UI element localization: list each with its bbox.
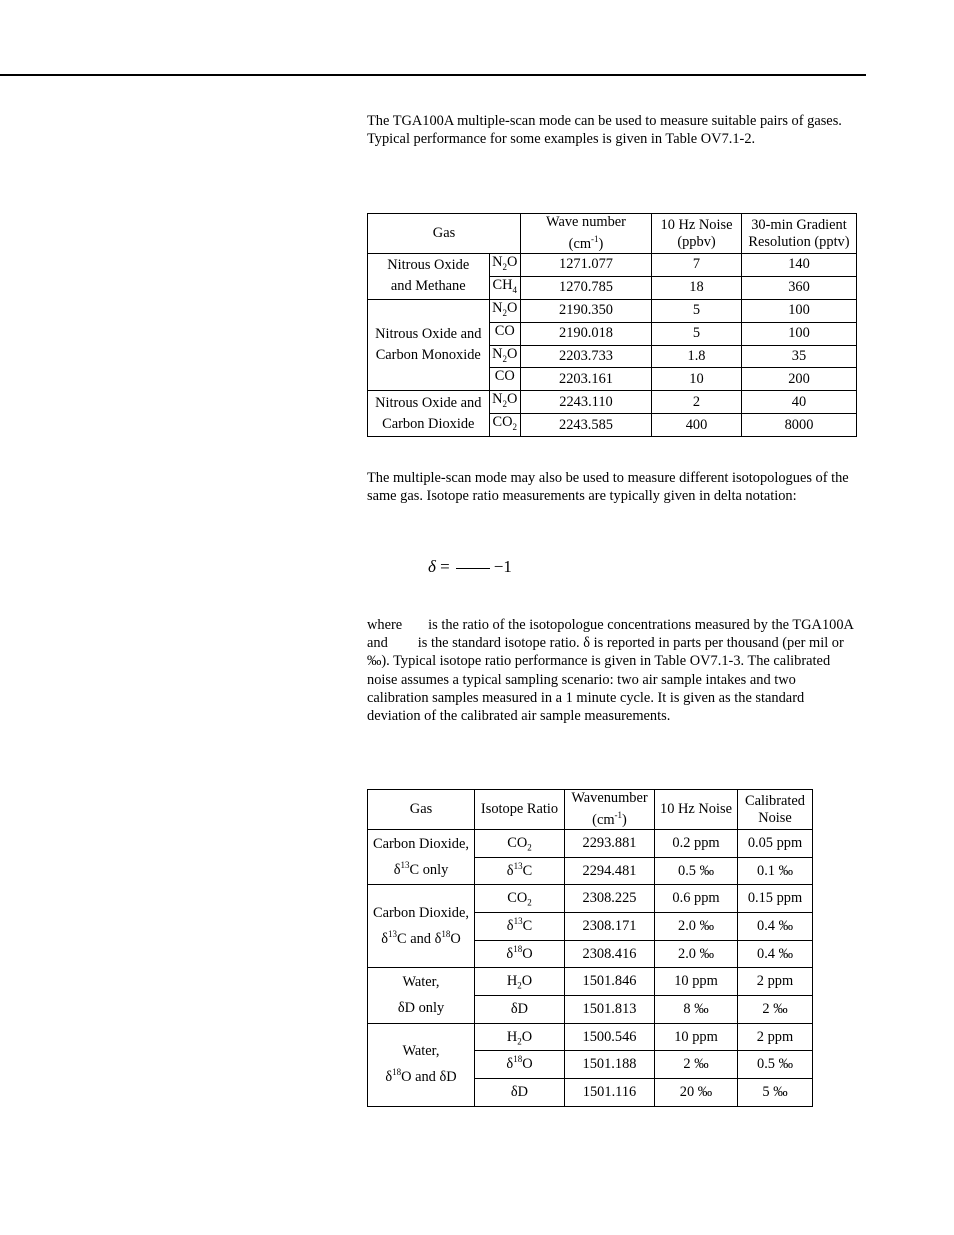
noise-cell: 0.2 ppm [655, 830, 738, 858]
noise-cell: 2 ‰ [655, 1051, 738, 1079]
noise-cell: 7 [652, 254, 742, 277]
gas-name-cell: Carbon Dioxide, $\delta^{13}C$ only [368, 830, 475, 885]
isotope-ratio-cell: $H_2O$ [475, 968, 565, 996]
noise-cell: 18 [652, 276, 742, 299]
isotope-ratio-cell: δD [475, 1079, 565, 1107]
ratio-text-3: is the standard isotope ratio. δ is reported in parts per thousand (per mil or ‰). Typical isotope ratio performance is given in Table OV7.1-3. The calibrated noise assumes a typical sampling scenario: two air sample intakes and two calibration samples measured in a 1 minute cycle. It is given as the standard deviation of the calibrated air sample measurements. [367, 635, 844, 725]
wavenumber-cell: 2308.416 [565, 940, 655, 968]
gas-name-cell: Nitrous Oxide and Carbon Monoxide [368, 299, 490, 391]
species-cell: $CO_2$ [489, 414, 520, 437]
isotope-ratio-cell: $\delta^{13}C$ [475, 913, 565, 941]
calibrated-noise-cell: 0.4 ‰ [738, 913, 813, 941]
table-row [368, 254, 857, 277]
ratio-text-2: TGA100A and [367, 617, 854, 652]
calibrated-noise-cell: 0.5 ‰ [738, 1051, 813, 1079]
table-row [368, 885, 813, 913]
isotope-ratio-cell: $CO_2$ [475, 830, 565, 858]
header-calibrated-noise: Calibrated Noise [738, 790, 813, 830]
calibrated-noise-cell: 5 ‰ [738, 1079, 813, 1107]
wavenumber-cell: 2308.171 [565, 913, 655, 941]
noise-cell: 10 ppm [655, 968, 738, 996]
fraction-bar [456, 568, 490, 569]
delta-equation [428, 555, 512, 579]
species-cell: $N_2O$ [489, 254, 520, 277]
noise-cell: 2 [652, 391, 742, 414]
wavenumber-cell: 2308.225 [565, 885, 655, 913]
noise-cell: 10 [652, 368, 742, 391]
header-wavenumber: Wavenumber $(cm^{-1})$ [565, 790, 655, 830]
header-isotope-ratio: Isotope Ratio [475, 790, 565, 830]
calibrated-noise-cell: 2 ‰ [738, 996, 813, 1024]
minus-sign: − [493, 557, 504, 576]
gradient-cell: 360 [742, 276, 857, 299]
where-word: where [367, 617, 403, 633]
isotope-ratio-cell: $\delta^{18}O$ [475, 1051, 565, 1079]
wavenumber-cell: 2294.481 [565, 857, 655, 885]
calibrated-noise-cell: 0.05 ppm [738, 830, 813, 858]
calibrated-noise-cell: 2 ppm [738, 968, 813, 996]
wavenumber-cell: 2293.881 [565, 830, 655, 858]
noise-cell: 5 [652, 299, 742, 322]
header-noise: 10 Hz Noise [655, 790, 738, 830]
gradient-cell: 8000 [742, 414, 857, 437]
header-rule [0, 74, 866, 76]
table-row [368, 391, 857, 414]
species-cell: $N_2O$ [489, 345, 520, 368]
noise-cell: 400 [652, 414, 742, 437]
species-cell: $CH_4$ [489, 276, 520, 299]
table-row [368, 299, 857, 322]
intro-paragraph: The TGA100A multiple-scan mode can be used to measure suitable pairs of gases. Typical performance for some examples is given in Table OV7.1-2. [367, 113, 842, 148]
gradient-cell: 35 [742, 345, 857, 368]
species-cell: $N_2O$ [489, 391, 520, 414]
multi-gas-performance-table [367, 213, 857, 437]
isotope-ratio-cell: $H_2O$ [475, 1023, 565, 1051]
isotope-ratio-cell: $\delta^{18}O$ [475, 940, 565, 968]
gas-name-cell: Water, $\delta^{18}O$ and δD [368, 1023, 475, 1106]
table-row [368, 968, 813, 996]
noise-cell: 0.6 ppm [655, 885, 738, 913]
table-header-row [368, 214, 857, 254]
wave-number-cell: 2190.018 [521, 322, 652, 345]
wavenumber-cell: 1501.813 [565, 996, 655, 1024]
gradient-cell: 140 [742, 254, 857, 277]
gradient-cell: 100 [742, 299, 857, 322]
isotope-ratio-cell: δD [475, 996, 565, 1024]
gas-name-cell: Nitrous Oxide and Carbon Dioxide [368, 391, 490, 437]
table-row [368, 830, 813, 858]
wave-number-cell: 1271.077 [521, 254, 652, 277]
gradient-cell: 100 [742, 322, 857, 345]
table-header-row [368, 790, 813, 830]
gas-name-cell: Water, δD only [368, 968, 475, 1023]
wave-number-cell: 2203.161 [521, 368, 652, 391]
species-cell: CO [489, 322, 520, 345]
gas-name-cell: Nitrous Oxide and Methane [368, 254, 490, 300]
noise-cell: 1.8 [652, 345, 742, 368]
delta-symbol: δ [428, 557, 436, 576]
header-gas: Gas [368, 790, 475, 830]
noise-cell: 20 ‰ [655, 1079, 738, 1107]
header-noise: 10 Hz Noise (ppbv) [652, 214, 742, 254]
equals-sign: = [440, 557, 450, 576]
ratio-explanation-paragraph [367, 616, 859, 725]
header-gas: Gas [368, 214, 521, 254]
gas-name-cell: Carbon Dioxide, $\delta^{13}C$ and $\delta^{18}O$ [368, 885, 475, 968]
calibrated-noise-cell: 0.4 ‰ [738, 940, 813, 968]
noise-cell: 8 ‰ [655, 996, 738, 1024]
wave-number-cell: 2243.110 [521, 391, 652, 414]
noise-cell: 2.0 ‰ [655, 940, 738, 968]
species-cell: CO [489, 368, 520, 391]
noise-cell: 5 [652, 322, 742, 345]
isotope-performance-table [367, 789, 813, 1107]
calibrated-noise-cell: 2 ppm [738, 1023, 813, 1051]
noise-cell: 10 ppm [655, 1023, 738, 1051]
wave-number-cell: 2243.585 [521, 414, 652, 437]
wavenumber-cell: 1500.546 [565, 1023, 655, 1051]
species-cell: $N_2O$ [489, 299, 520, 322]
noise-cell: 2.0 ‰ [655, 913, 738, 941]
header-wave-number: Wave number $(cm^{-1})$ [521, 214, 652, 254]
table-row [368, 1023, 813, 1051]
gradient-cell: 200 [742, 368, 857, 391]
isotope-ratio-cell: $CO_2$ [475, 885, 565, 913]
ratio-text-1: is the ratio of the isotopologue concentrations measured by the [428, 617, 790, 633]
wavenumber-cell: 1501.846 [565, 968, 655, 996]
wave-number-cell: 2203.733 [521, 345, 652, 368]
noise-cell: 0.5 ‰ [655, 857, 738, 885]
isotope-ratio-cell: $\delta^{13}C$ [475, 857, 565, 885]
header-gradient: 30-min Gradient Resolution (pptv) [742, 214, 857, 254]
isotope-paragraph: The multiple-scan mode may also be used to measure different isotopologues of the same gas. Isotope ratio measurements are typically given in delta notation: [367, 470, 849, 505]
equation-one: 1 [503, 557, 512, 576]
wave-number-cell: 2190.350 [521, 299, 652, 322]
calibrated-noise-cell: 0.15 ppm [738, 885, 813, 913]
calibrated-noise-cell: 0.1 ‰ [738, 857, 813, 885]
wave-number-cell: 1270.785 [521, 276, 652, 299]
wavenumber-cell: 1501.116 [565, 1079, 655, 1107]
wavenumber-cell: 1501.188 [565, 1051, 655, 1079]
gradient-cell: 40 [742, 391, 857, 414]
